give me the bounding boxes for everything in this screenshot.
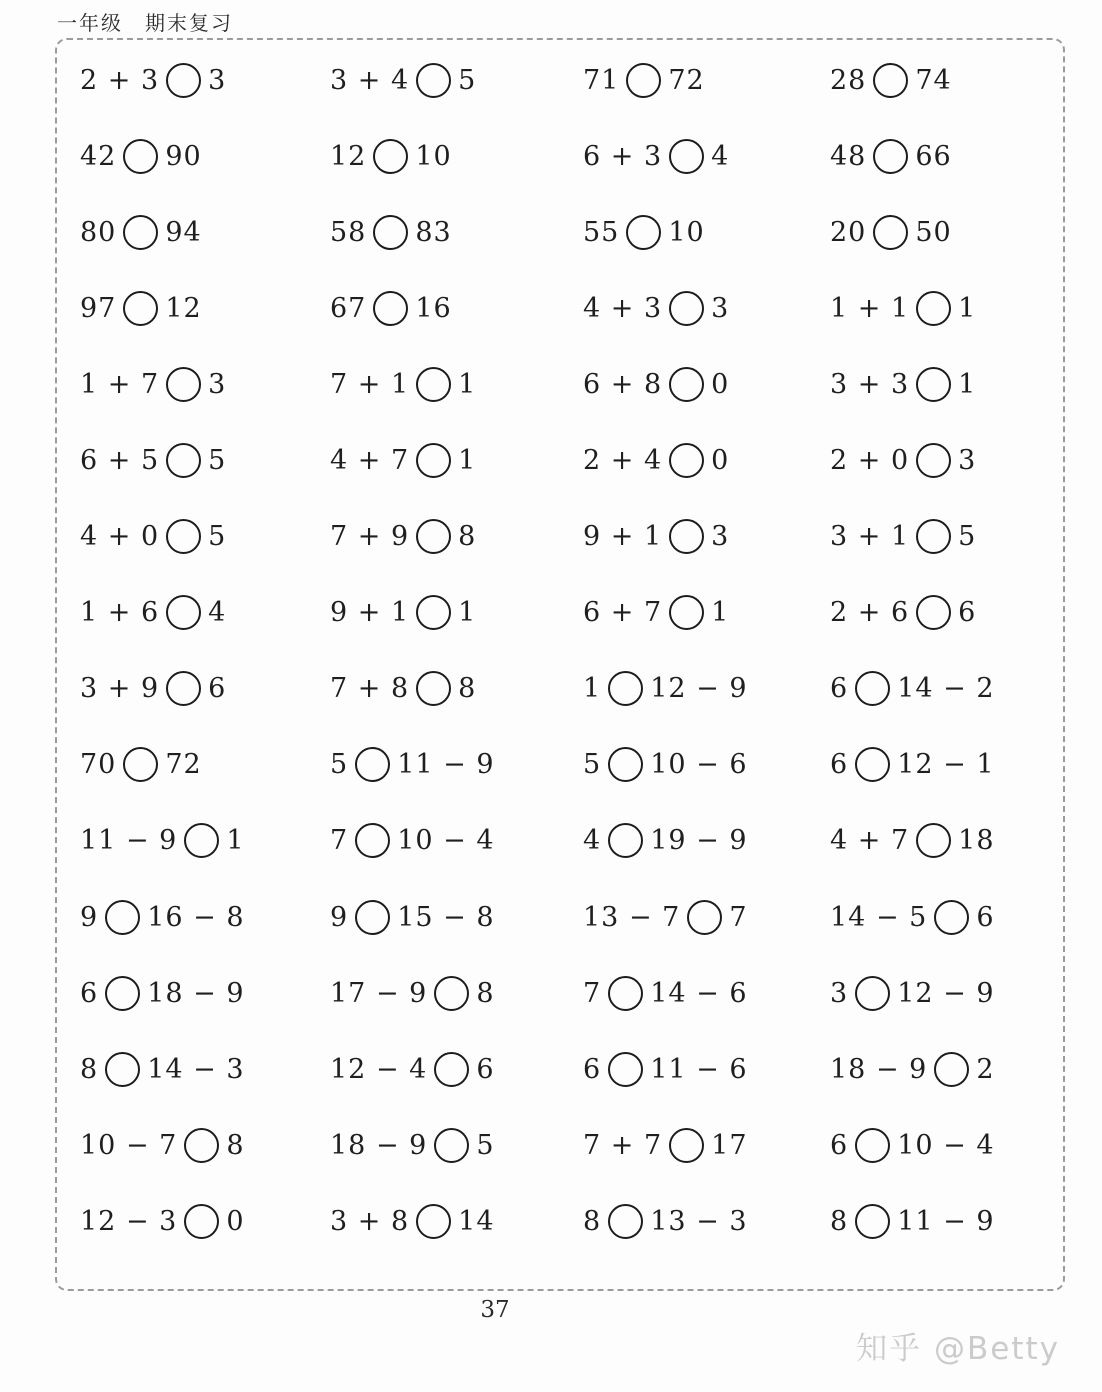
problem-left-expression: 7	[583, 977, 602, 1009]
problem-right-expression: 0	[711, 445, 730, 477]
problem-cell	[583, 671, 830, 706]
problem-cell	[80, 215, 330, 250]
problem-right-expression: 5	[958, 521, 977, 553]
problem-left-expression: 7 + 7	[583, 1129, 663, 1161]
problem-left-expression: 6	[830, 749, 849, 781]
problem-right-expression: 72	[668, 64, 705, 96]
problem-left-expression: 7 + 1	[330, 368, 410, 400]
problem-cell	[583, 63, 830, 98]
problem-right-expression: 10 − 4	[897, 1129, 995, 1161]
page-number: 37	[480, 1297, 510, 1323]
problem-right-expression: 18 − 9	[147, 977, 245, 1009]
problem-right-expression: 10	[415, 140, 452, 172]
problem-cell	[830, 823, 1061, 858]
comparison-answer-circle[interactable]	[373, 139, 408, 174]
problem-right-expression: 94	[165, 216, 202, 248]
comparison-answer-circle[interactable]	[669, 1128, 704, 1163]
problem-left-expression: 4 + 7	[330, 445, 410, 477]
problem-right-expression: 12 − 9	[897, 977, 995, 1009]
problem-cell	[830, 443, 1061, 478]
problem-cell	[330, 747, 583, 782]
problem-right-expression: 1	[226, 825, 245, 857]
problem-left-expression: 3	[830, 977, 849, 1009]
problem-right-expression: 5	[208, 445, 227, 477]
problem-left-expression: 20	[830, 216, 867, 248]
problem-left-expression: 4 + 7	[830, 825, 910, 857]
problem-cell	[80, 1052, 330, 1087]
problem-left-expression: 14 − 5	[830, 901, 928, 933]
problem-left-expression: 9	[330, 901, 349, 933]
problem-right-expression: 5	[208, 521, 227, 553]
problem-cell	[80, 595, 330, 630]
comparison-answer-circle[interactable]	[916, 291, 951, 326]
comparison-answer-circle[interactable]	[416, 367, 451, 402]
problem-cell	[330, 823, 583, 858]
problem-cell	[830, 63, 1061, 98]
problem-left-expression: 7 + 9	[330, 521, 410, 553]
problem-left-expression: 5	[583, 749, 602, 781]
problem-cell	[80, 519, 330, 554]
problem-right-expression: 2	[976, 1053, 995, 1085]
problem-cell	[330, 671, 583, 706]
problem-cell	[583, 823, 830, 858]
problem-cell	[330, 291, 583, 326]
problem-cell	[830, 215, 1061, 250]
problem-left-expression: 18 − 9	[330, 1129, 428, 1161]
problem-left-expression: 4 + 0	[80, 521, 160, 553]
comparison-answer-circle[interactable]	[123, 139, 158, 174]
problem-left-expression: 3 + 3	[830, 368, 910, 400]
comparison-answer-circle[interactable]	[916, 519, 951, 554]
comparison-answer-circle[interactable]	[105, 976, 140, 1011]
problem-cell	[583, 1204, 830, 1239]
comparison-answer-circle[interactable]	[669, 443, 704, 478]
problem-left-expression: 5	[330, 749, 349, 781]
comparison-answer-circle[interactable]	[855, 1204, 890, 1239]
problems-grid	[80, 42, 1061, 1260]
problem-right-expression: 66	[915, 140, 952, 172]
problem-cell	[583, 900, 830, 935]
comparison-answer-circle[interactable]	[355, 900, 390, 935]
comparison-answer-circle[interactable]	[105, 900, 140, 935]
problem-cell	[583, 747, 830, 782]
comparison-answer-circle[interactable]	[184, 823, 219, 858]
problem-right-expression: 6	[208, 673, 227, 705]
problem-cell	[80, 900, 330, 935]
problem-cell	[80, 367, 330, 402]
problem-left-expression: 1	[583, 673, 602, 705]
problem-left-expression: 55	[583, 216, 620, 248]
problem-cell	[80, 1128, 330, 1163]
problem-left-expression: 1 + 7	[80, 368, 160, 400]
problem-right-expression: 4	[711, 140, 730, 172]
problem-left-expression: 71	[583, 64, 620, 96]
comparison-answer-circle[interactable]	[873, 215, 908, 250]
problem-cell	[830, 291, 1061, 326]
problem-cell	[80, 63, 330, 98]
problem-cell	[330, 367, 583, 402]
problem-cell	[583, 443, 830, 478]
problem-left-expression: 9 + 1	[583, 521, 663, 553]
comparison-answer-circle[interactable]	[123, 215, 158, 250]
problem-left-expression: 58	[330, 216, 367, 248]
problem-left-expression: 97	[80, 292, 117, 324]
problem-left-expression: 6	[583, 1053, 602, 1085]
comparison-answer-circle[interactable]	[434, 1128, 469, 1163]
problem-left-expression: 4 + 3	[583, 292, 663, 324]
problem-cell	[330, 139, 583, 174]
comparison-answer-circle[interactable]	[855, 671, 890, 706]
problem-right-expression: 14	[458, 1205, 495, 1237]
problem-right-expression: 3	[711, 292, 730, 324]
problem-left-expression: 70	[80, 749, 117, 781]
problem-right-expression: 13 − 3	[650, 1205, 748, 1237]
problem-left-expression: 8	[830, 1205, 849, 1237]
problem-right-expression: 0	[711, 368, 730, 400]
comparison-answer-circle[interactable]	[669, 519, 704, 554]
problem-cell	[830, 1204, 1061, 1239]
problem-right-expression: 3	[711, 521, 730, 553]
comparison-answer-circle[interactable]	[123, 747, 158, 782]
problem-cell	[80, 139, 330, 174]
comparison-answer-circle[interactable]	[416, 519, 451, 554]
problem-cell	[330, 900, 583, 935]
problem-cell	[330, 1128, 583, 1163]
problem-cell	[830, 747, 1061, 782]
comparison-answer-circle[interactable]	[416, 595, 451, 630]
comparison-answer-circle[interactable]	[934, 1052, 969, 1087]
problem-cell	[330, 215, 583, 250]
problem-cell	[830, 671, 1061, 706]
problem-left-expression: 8	[583, 1205, 602, 1237]
problem-cell	[330, 519, 583, 554]
problem-right-expression: 3	[208, 368, 227, 400]
comparison-answer-circle[interactable]	[105, 1052, 140, 1087]
problem-left-expression: 7	[330, 825, 349, 857]
comparison-answer-circle[interactable]	[434, 1052, 469, 1087]
page-title: 一年级 期末复习	[57, 11, 233, 35]
problem-right-expression: 14 − 6	[650, 977, 748, 1009]
problem-right-expression: 8	[226, 1129, 245, 1161]
problem-left-expression: 9 + 1	[330, 597, 410, 629]
problem-right-expression: 83	[415, 216, 452, 248]
problem-left-expression: 8	[80, 1053, 99, 1085]
problem-left-expression: 6 + 7	[583, 597, 663, 629]
problem-left-expression: 10 − 7	[80, 1129, 178, 1161]
problem-right-expression: 7	[729, 901, 748, 933]
problem-left-expression: 6 + 8	[583, 368, 663, 400]
problem-left-expression: 3 + 9	[80, 673, 160, 705]
problem-right-expression: 6	[958, 597, 977, 629]
problem-right-expression: 17	[711, 1129, 748, 1161]
comparison-answer-circle[interactable]	[355, 747, 390, 782]
problem-right-expression: 8	[458, 521, 477, 553]
comparison-answer-circle[interactable]	[608, 747, 643, 782]
comparison-answer-circle[interactable]	[123, 291, 158, 326]
problem-left-expression: 12 − 3	[80, 1205, 178, 1237]
problem-right-expression: 10 − 4	[397, 825, 495, 857]
comparison-answer-circle[interactable]	[855, 1128, 890, 1163]
problems-border-box	[55, 38, 1065, 1291]
comparison-answer-circle[interactable]	[873, 139, 908, 174]
problem-cell	[583, 291, 830, 326]
problem-right-expression: 18	[958, 825, 995, 857]
comparison-answer-circle[interactable]	[916, 595, 951, 630]
problem-left-expression: 28	[830, 64, 867, 96]
problem-right-expression: 90	[165, 140, 202, 172]
comparison-answer-circle[interactable]	[608, 976, 643, 1011]
comparison-answer-circle[interactable]	[416, 443, 451, 478]
problem-cell	[583, 1128, 830, 1163]
problem-cell	[583, 1052, 830, 1087]
problem-right-expression: 16 − 8	[147, 901, 245, 933]
problem-cell	[583, 976, 830, 1011]
comparison-answer-circle[interactable]	[166, 595, 201, 630]
watermark	[856, 1323, 1060, 1368]
problem-right-expression: 11 − 6	[650, 1053, 748, 1085]
problem-left-expression: 2 + 3	[80, 64, 160, 96]
problem-cell	[330, 63, 583, 98]
problem-right-expression: 10 − 6	[650, 749, 748, 781]
problem-cell	[330, 443, 583, 478]
comparison-answer-circle[interactable]	[873, 63, 908, 98]
problem-left-expression: 11 − 9	[80, 825, 178, 857]
problem-left-expression: 42	[80, 140, 117, 172]
comparison-answer-circle[interactable]	[934, 900, 969, 935]
problem-left-expression: 6	[80, 977, 99, 1009]
problem-left-expression: 18 − 9	[830, 1053, 928, 1085]
problem-right-expression: 12 − 9	[650, 673, 748, 705]
problem-right-expression: 11 − 9	[897, 1205, 995, 1237]
problem-right-expression: 16	[415, 292, 452, 324]
problem-left-expression: 12	[330, 140, 367, 172]
problem-left-expression: 1 + 1	[830, 292, 910, 324]
problem-left-expression: 67	[330, 292, 367, 324]
problem-right-expression: 12	[165, 292, 202, 324]
comparison-answer-circle[interactable]	[355, 823, 390, 858]
problem-right-expression: 10	[668, 216, 705, 248]
comparison-answer-circle[interactable]	[184, 1128, 219, 1163]
problem-cell	[80, 823, 330, 858]
problem-cell	[583, 139, 830, 174]
problem-right-expression: 5	[458, 64, 477, 96]
comparison-answer-circle[interactable]	[373, 291, 408, 326]
problem-right-expression: 1	[458, 597, 477, 629]
comparison-answer-circle[interactable]	[855, 976, 890, 1011]
problem-right-expression: 50	[915, 216, 952, 248]
problem-right-expression: 12 − 1	[897, 749, 995, 781]
comparison-answer-circle[interactable]	[916, 443, 951, 478]
comparison-answer-circle[interactable]	[608, 1052, 643, 1087]
page-header	[57, 7, 233, 36]
comparison-answer-circle[interactable]	[434, 976, 469, 1011]
page-footer	[0, 1297, 990, 1323]
problem-cell	[330, 1204, 583, 1239]
comparison-answer-circle[interactable]	[916, 823, 951, 858]
comparison-answer-circle[interactable]	[608, 823, 643, 858]
problem-cell	[830, 519, 1061, 554]
problem-cell	[830, 367, 1061, 402]
problem-cell	[830, 1052, 1061, 1087]
problem-right-expression: 19 − 9	[650, 825, 748, 857]
problem-left-expression: 3 + 1	[830, 521, 910, 553]
problem-cell	[80, 747, 330, 782]
problem-left-expression: 13 − 7	[583, 901, 681, 933]
problem-right-expression: 1	[458, 368, 477, 400]
problem-cell	[830, 139, 1061, 174]
problem-right-expression: 74	[915, 64, 952, 96]
problem-left-expression: 80	[80, 216, 117, 248]
problem-right-expression: 8	[476, 977, 495, 1009]
watermark-text: 知乎 @Betty	[856, 1331, 1060, 1367]
comparison-answer-circle[interactable]	[166, 519, 201, 554]
problem-left-expression: 6	[830, 673, 849, 705]
problem-left-expression: 2 + 6	[830, 597, 910, 629]
problem-cell	[830, 595, 1061, 630]
problem-right-expression: 3	[208, 64, 227, 96]
problem-left-expression: 2 + 0	[830, 445, 910, 477]
problem-right-expression: 72	[165, 749, 202, 781]
problem-cell	[80, 291, 330, 326]
problem-left-expression: 6	[830, 1129, 849, 1161]
problem-cell	[830, 976, 1061, 1011]
comparison-answer-circle[interactable]	[416, 63, 451, 98]
problem-right-expression: 14 − 2	[897, 673, 995, 705]
comparison-answer-circle[interactable]	[608, 671, 643, 706]
comparison-answer-circle[interactable]	[373, 215, 408, 250]
problem-left-expression: 9	[80, 901, 99, 933]
comparison-answer-circle[interactable]	[855, 747, 890, 782]
problem-left-expression: 3 + 4	[330, 64, 410, 96]
problem-right-expression: 15 − 8	[397, 901, 495, 933]
problem-right-expression: 14 − 3	[147, 1053, 245, 1085]
problem-right-expression: 0	[226, 1205, 245, 1237]
problem-cell	[583, 367, 830, 402]
problem-right-expression: 3	[958, 445, 977, 477]
problem-right-expression: 1	[458, 445, 477, 477]
comparison-answer-circle[interactable]	[916, 367, 951, 402]
problem-cell	[80, 671, 330, 706]
problem-right-expression: 1	[958, 368, 977, 400]
problem-left-expression: 3 + 8	[330, 1205, 410, 1237]
problem-right-expression: 1	[958, 292, 977, 324]
problem-cell	[830, 900, 1061, 935]
comparison-answer-circle[interactable]	[416, 1204, 451, 1239]
problem-right-expression: 5	[476, 1129, 495, 1161]
comparison-answer-circle[interactable]	[687, 900, 722, 935]
comparison-answer-circle[interactable]	[626, 215, 661, 250]
problem-right-expression: 4	[208, 597, 227, 629]
comparison-answer-circle[interactable]	[669, 595, 704, 630]
problem-left-expression: 6 + 3	[583, 140, 663, 172]
problem-right-expression: 11 − 9	[397, 749, 495, 781]
comparison-answer-circle[interactable]	[669, 139, 704, 174]
problem-right-expression: 6	[976, 901, 995, 933]
problem-right-expression: 8	[458, 673, 477, 705]
problem-cell	[80, 443, 330, 478]
comparison-answer-circle[interactable]	[416, 671, 451, 706]
problem-left-expression: 2 + 4	[583, 445, 663, 477]
problem-left-expression: 6 + 5	[80, 445, 160, 477]
comparison-answer-circle[interactable]	[166, 63, 201, 98]
comparison-answer-circle[interactable]	[184, 1204, 219, 1239]
problem-right-expression: 1	[711, 597, 730, 629]
comparison-answer-circle[interactable]	[608, 1204, 643, 1239]
comparison-answer-circle[interactable]	[166, 443, 201, 478]
comparison-answer-circle[interactable]	[166, 367, 201, 402]
comparison-answer-circle[interactable]	[669, 291, 704, 326]
problem-left-expression: 4	[583, 825, 602, 857]
problem-cell	[80, 1204, 330, 1239]
problem-cell	[583, 595, 830, 630]
problem-right-expression: 6	[476, 1053, 495, 1085]
problem-cell	[583, 519, 830, 554]
problem-cell	[330, 1052, 583, 1087]
problem-cell	[80, 976, 330, 1011]
problem-left-expression: 17 − 9	[330, 977, 428, 1009]
problem-left-expression: 1 + 6	[80, 597, 160, 629]
comparison-answer-circle[interactable]	[626, 63, 661, 98]
problem-cell	[330, 595, 583, 630]
problem-cell	[583, 215, 830, 250]
problem-cell	[330, 976, 583, 1011]
comparison-answer-circle[interactable]	[669, 367, 704, 402]
problem-left-expression: 12 − 4	[330, 1053, 428, 1085]
problem-left-expression: 48	[830, 140, 867, 172]
problem-cell	[830, 1128, 1061, 1163]
comparison-answer-circle[interactable]	[166, 671, 201, 706]
problem-left-expression: 7 + 8	[330, 673, 410, 705]
